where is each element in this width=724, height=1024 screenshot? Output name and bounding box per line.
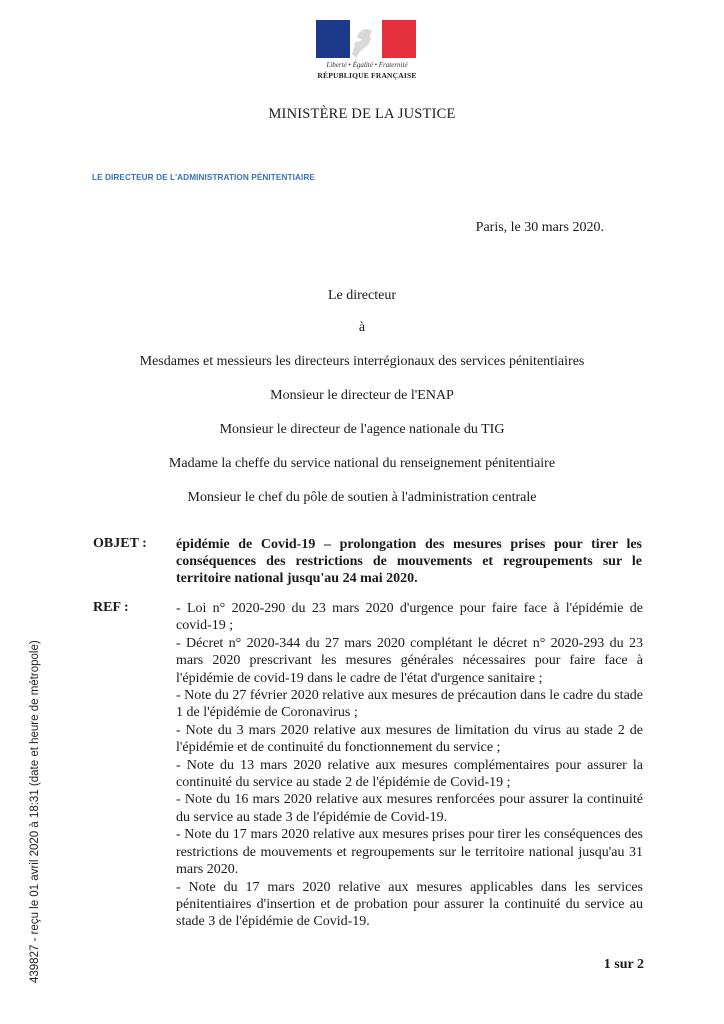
objet-label: OBJET : bbox=[93, 536, 147, 551]
ref-item: - Note du 17 mars 2020 relative aux mesures applicables dans les services pénitentiaires d'insertion et de probation pour assurer la continuité du service au stade 3 de l'épidémie de Covid-19. bbox=[176, 879, 643, 930]
ministry-title: MINISTÈRE DE LA JUSTICE bbox=[268, 106, 456, 122]
reception-stamp: 439827 - reçu le 01 avril 2020 à 18:31 (date et heure de métropole) bbox=[29, 640, 41, 983]
tricolor-flag bbox=[316, 20, 416, 58]
flag-blue-band bbox=[316, 20, 350, 58]
ref-item: - Loi n° 2020-290 du 23 mars 2020 d'urgence pour faire face à l'épidémie de covid-19 ; bbox=[176, 601, 643, 634]
ref-item: - Note du 17 mars 2020 relative aux mesures prises pour tirer les conséquences des restrictions de mouvements et regroupements sur le territoire national jusqu'au 31 mars 2020. bbox=[176, 827, 643, 878]
ref-list bbox=[176, 600, 643, 931]
recipient-line: Monsieur le directeur de l'ENAP bbox=[270, 388, 454, 403]
republic-label: RÉPUBLIQUE FRANÇAISE bbox=[317, 71, 417, 80]
motto: Liberté • Égalité • Fraternité bbox=[326, 61, 408, 69]
to-word: à bbox=[358, 320, 366, 335]
sender: Le directeur bbox=[327, 288, 396, 303]
ref-item: - Note du 3 mars 2020 relative aux mesures de limitation du virus au stade 2 de l'épidémie et de continuité du fonctionnement du service ; bbox=[176, 722, 643, 756]
ref-item: - Note du 27 février 2020 relative aux mesures de précaution dans le cadre du stade 1 de l'épidémie de Coronavirus ; bbox=[176, 688, 643, 721]
page-number: 1 sur 2 bbox=[603, 957, 644, 972]
direction-label: LE DIRECTEUR DE L'ADMINISTRATION PÉNITENTIAIRE bbox=[92, 173, 315, 182]
marianne-logo bbox=[312, 20, 422, 86]
flag-red-band bbox=[382, 20, 416, 58]
ref-item: - Décret n° 2020-344 du 27 mars 2020 complétant le décret n° 2020-293 du 23 mars 2020 prescrivant les mesures générales nécessaires pour faire face à l'épidémie de covid-19 dans le cadre de l'état d'urgence sanitaire ; bbox=[176, 635, 643, 686]
marianne-profile-icon bbox=[350, 20, 382, 58]
objet-text: épidémie de Covid-19 – prolongation des mesures prises pour tirer les conséquences des restrictions de mouvements et regroupements sur le territoire national jusqu'au 24 mai 2020. bbox=[176, 537, 642, 586]
letter-date: Paris, le 30 mars 2020. bbox=[475, 220, 604, 235]
flag-white-band bbox=[350, 20, 382, 58]
ref-item: - Note du 16 mars 2020 relative aux mesures renforcées pour assurer la continuité du service au stade 3 de l'épidémie de Covid-19. bbox=[176, 792, 643, 825]
ref-label: REF : bbox=[93, 600, 129, 615]
recipient-line: Mesdames et messieurs les directeurs interrégionaux des services pénitentiaires bbox=[139, 354, 585, 369]
recipient-line: Madame la cheffe du service national du renseignement pénitentiaire bbox=[168, 456, 556, 471]
recipient-line: Monsieur le chef du pôle de soutien à l'administration centrale bbox=[187, 490, 537, 505]
ref-item: - Note du 13 mars 2020 relative aux mesures complémentaires pour assurer la continuité du service au stade 2 de l'épidémie de Covid-19 ; bbox=[176, 757, 643, 791]
recipient-line: Monsieur le directeur de l'agence nationale du TIG bbox=[219, 422, 505, 437]
